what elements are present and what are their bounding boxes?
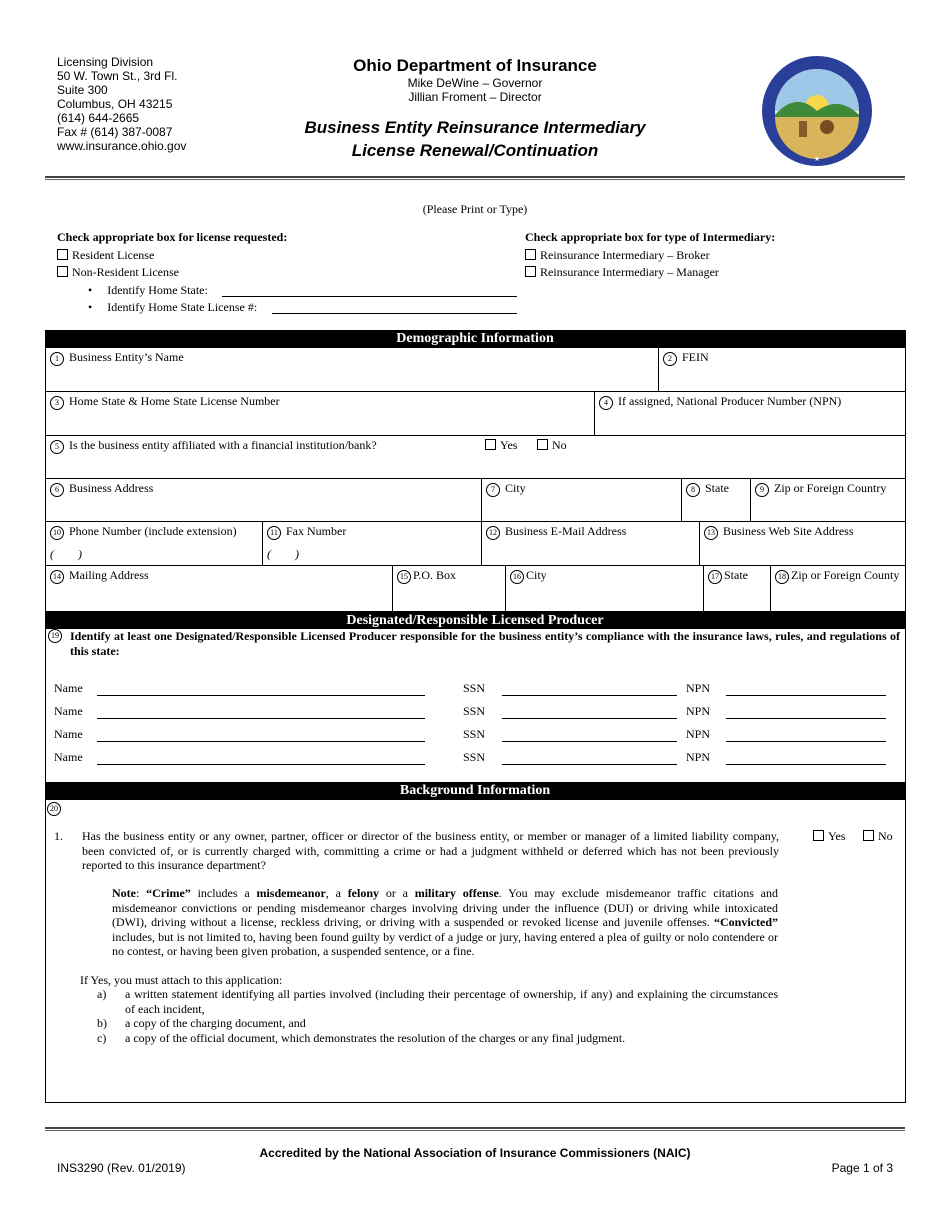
producer-ssn-label: SSN — [463, 750, 486, 764]
producer-ssn-input[interactable] — [502, 718, 677, 719]
instruction-text: Identify at least one Designated/Responsible Licensed Producer responsible for the business entity’s compliance with the insurance laws, rules, and regulations of this state: — [70, 629, 900, 658]
note-seg: includes a — [190, 886, 257, 900]
field-label: Is the business entity affiliated with a financial institution/bank? — [69, 438, 377, 452]
address-line: 50 W. Town St., 3rd Fl. — [57, 69, 178, 83]
attach-intro: If Yes, you must attach to this application: — [80, 973, 283, 987]
state-field[interactable]: 8 State — [681, 479, 751, 522]
website-field[interactable]: 13 Business Web Site Address — [699, 522, 906, 566]
npn-field[interactable]: 4 If assigned, National Producer Number (NPN) — [594, 392, 906, 436]
field-label: Zip or Foreign Country — [774, 481, 887, 495]
demographic-header: Demographic Information — [45, 330, 905, 348]
producer-ssn-label: SSN — [463, 681, 486, 695]
option-label: Reinsurance Intermediary – Broker — [540, 248, 710, 262]
address-line: Licensing Division — [57, 55, 154, 69]
box-border-bottom — [45, 1102, 906, 1103]
address-line: Columbus, OH 43215 — [57, 97, 173, 111]
producer-npn-input[interactable] — [726, 718, 886, 719]
producer-name-label: Name — [54, 750, 83, 764]
home-state-label: • Identify Home State: — [88, 283, 208, 297]
email-field[interactable]: 12 Business E-Mail Address — [481, 522, 700, 566]
resident-license-option[interactable] — [57, 248, 154, 263]
area-code: ( ) — [267, 547, 299, 561]
license-heading: Check appropriate box for license requested: — [57, 230, 288, 244]
option-label: Yes — [500, 438, 518, 452]
producer-npn-label: NPN — [686, 704, 711, 718]
attach-item: c) a copy of the official document, which demonstrates the resolution of the charges or any final judgment. — [97, 1030, 626, 1045]
phone-field[interactable]: 10 Phone Number (include extension) ( ) — [45, 522, 263, 566]
svg-text:★: ★ — [813, 155, 821, 163]
background-header: Background Information — [45, 782, 905, 800]
checkbox[interactable] — [525, 249, 536, 260]
mailing-address-field[interactable]: 14 Mailing Address — [45, 566, 393, 612]
checkbox[interactable] — [525, 266, 536, 277]
affiliated-yes[interactable] — [485, 438, 517, 453]
option-label: Resident License — [72, 248, 155, 262]
checkbox[interactable] — [57, 266, 68, 277]
home-state-license-label: • Identify Home State License #: — [88, 300, 258, 314]
po-box-field[interactable]: 15 P.O. Box — [392, 566, 506, 612]
header-divider — [45, 176, 905, 180]
producer-npn-input[interactable] — [726, 764, 886, 765]
option-label: No — [878, 829, 893, 843]
note-seg: felony — [347, 886, 380, 900]
field-label: FEIN — [682, 350, 709, 364]
fein-field[interactable]: 2 FEIN — [658, 348, 906, 392]
producer-name-input[interactable] — [97, 741, 425, 742]
field-label: P.O. Box — [413, 568, 457, 582]
governor: Mike DeWine – Governor — [407, 76, 543, 90]
note-seg: : — [136, 886, 147, 900]
website-link[interactable]: www.insurance.ohio.gov — [57, 139, 187, 153]
option-label: Yes — [828, 829, 846, 843]
field-label: Phone Number (include extension) — [69, 524, 237, 538]
producer-npn-label: NPN — [686, 727, 711, 741]
producer-ssn-label: SSN — [463, 727, 486, 741]
producer-name-input[interactable] — [97, 695, 425, 696]
note-seg: or a — [379, 886, 415, 900]
naic-accreditation: Accredited by the National Association of Insurance Commissioners (NAIC) — [259, 1146, 691, 1160]
business-address-field[interactable]: 6 Business Address — [45, 479, 482, 522]
note-seg: includes, but is not limited to, having been found guilty by verdict of a judge or jury, having entered a plea of guilty or nolo contendere or no contest, or having been given probation, a suspended sentence, or a fine. — [112, 929, 778, 958]
zip-field[interactable]: 9 Zip or Foreign Country — [750, 479, 906, 522]
home-state-license-field[interactable]: 3 Home State & Home State License Number — [45, 392, 595, 436]
mailing-state-field[interactable]: 17 State — [703, 566, 771, 612]
note-seg: military offense — [414, 886, 499, 900]
broker-option[interactable] — [525, 248, 710, 263]
intermediary-heading: Check appropriate box for type of Intermediary: — [525, 230, 776, 244]
note-seg: “Convicted” — [714, 915, 778, 929]
field-label: Business Web Site Address — [723, 524, 854, 538]
producer-name-label: Name — [54, 727, 83, 741]
page-number: Page 1 of 3 — [831, 1161, 893, 1175]
field-label: Fax Number — [286, 524, 347, 538]
question-1-text: Has the business entity or any owner, partner, officer or director of the business entity, or member or manager of a limited liability company, been convicted of, or is currently charged with, committing a crime or had a judgment withheld or deferred which has not been previously reported to this insurance department? — [82, 829, 779, 872]
note-seg: misdemeanor — [256, 886, 326, 900]
producer-ssn-input[interactable] — [502, 741, 677, 742]
question-number: 1. — [54, 829, 63, 843]
question-1-yes[interactable] — [813, 829, 845, 844]
home-state-license-input[interactable] — [272, 313, 517, 314]
note-seg: “Crime” — [146, 886, 191, 900]
form-subtitle: License Renewal/Continuation — [351, 141, 599, 160]
attach-item: b) a copy of the charging document, and — [97, 1016, 306, 1030]
department-name: Ohio Department of Insurance — [353, 56, 597, 75]
affiliation-question: 5 Is the business entity affiliated with a financial institution/bank? Yes No — [45, 436, 906, 479]
option-label: Non-Resident License — [72, 265, 179, 279]
field-label: City — [505, 481, 526, 495]
field-label: Business E-Mail Address — [505, 524, 627, 538]
attach-list — [97, 987, 778, 1045]
field-label: State — [705, 481, 729, 495]
field-label: Business Entity’s Name — [69, 350, 184, 364]
address-line: (614) 644-2665 — [57, 111, 140, 125]
producer-npn-label: NPN — [686, 750, 711, 764]
note-seg: . You may exclude misdemeanor traffic citations and misdemeanor convictions or pending misdemeanor charges involving driving under the influence (DUI) or driving while intoxicated (DWI), driving without a license, reckless driving, or driving with a suspended or revoked license and juvenile offenses. — [112, 886, 778, 929]
producer-npn-label: NPN — [686, 681, 711, 695]
field-label: Zip or Foreign County — [791, 568, 900, 582]
field-label: City — [526, 568, 547, 582]
affiliated-no[interactable] — [537, 438, 567, 453]
producer-npn-input[interactable] — [726, 741, 886, 742]
field-label: State — [724, 568, 748, 582]
note-seg: Note — [112, 886, 136, 900]
field-label: Home State & Home State License Number — [69, 394, 280, 408]
producer-ssn-input[interactable] — [502, 695, 677, 696]
footer-divider — [45, 1127, 905, 1131]
label: Identify Home State License #: — [107, 300, 258, 314]
checkbox[interactable] — [57, 249, 68, 260]
question-1-no[interactable] — [863, 829, 893, 844]
director: Jillian Froment – Director — [408, 90, 542, 104]
city-field[interactable]: 7 City — [481, 479, 682, 522]
home-state-input[interactable] — [222, 296, 517, 297]
producer-npn-input[interactable] — [726, 695, 886, 696]
fax-field[interactable]: 11 Fax Number ( ) — [262, 522, 482, 566]
crime-note — [112, 886, 778, 959]
mailing-city-field[interactable]: 16 City — [505, 566, 704, 612]
nonresident-license-option[interactable] — [57, 265, 179, 280]
attach-item: a) a written statement identifying all parties involved (including their percentage of ownership, if any) and explaining the circumstances of each incident, — [97, 987, 778, 1016]
form-id: INS3290 (Rev. 01/2019) — [57, 1161, 186, 1175]
manager-option[interactable] — [525, 265, 719, 280]
area-code: ( ) — [50, 547, 82, 561]
option-label: Reinsurance Intermediary – Manager — [540, 265, 719, 279]
option-label: No — [552, 438, 567, 452]
producer-ssn-input[interactable] — [502, 764, 677, 765]
producer-ssn-label: SSN — [463, 704, 486, 718]
business-name-field[interactable]: 1 Business Entity’s Name — [45, 348, 659, 392]
print-instructions: (Please Print or Type) — [422, 202, 528, 216]
item-number-20: 20 — [47, 802, 61, 816]
field-label: Business Address — [69, 481, 154, 495]
address-line: Fax # (614) 387-0087 — [57, 125, 173, 139]
producer-name-input[interactable] — [97, 764, 425, 765]
note-seg: , a — [325, 886, 348, 900]
address-line: Suite 300 — [57, 83, 108, 97]
field-label: If assigned, National Producer Number (NPN) — [618, 394, 842, 408]
form-title: Business Entity Reinsurance Intermediary — [304, 118, 646, 137]
label: Identify Home State: — [107, 283, 208, 297]
ohio-seal — [761, 55, 873, 171]
field-label: Mailing Address — [69, 568, 149, 582]
producer-header: Designated/Responsible Licensed Producer — [45, 612, 905, 629]
producer-instruction: 19 Identify at least one Designated/Responsible Licensed Producer responsible for the business entity’s compliance with the insurance laws, rules, and regulations of this state: — [48, 629, 900, 658]
mailing-zip-field[interactable]: 18 Zip or Foreign County — [770, 566, 906, 612]
producer-name-input[interactable] — [97, 718, 425, 719]
producer-name-label: Name — [54, 681, 83, 695]
producer-name-label: Name — [54, 704, 83, 718]
